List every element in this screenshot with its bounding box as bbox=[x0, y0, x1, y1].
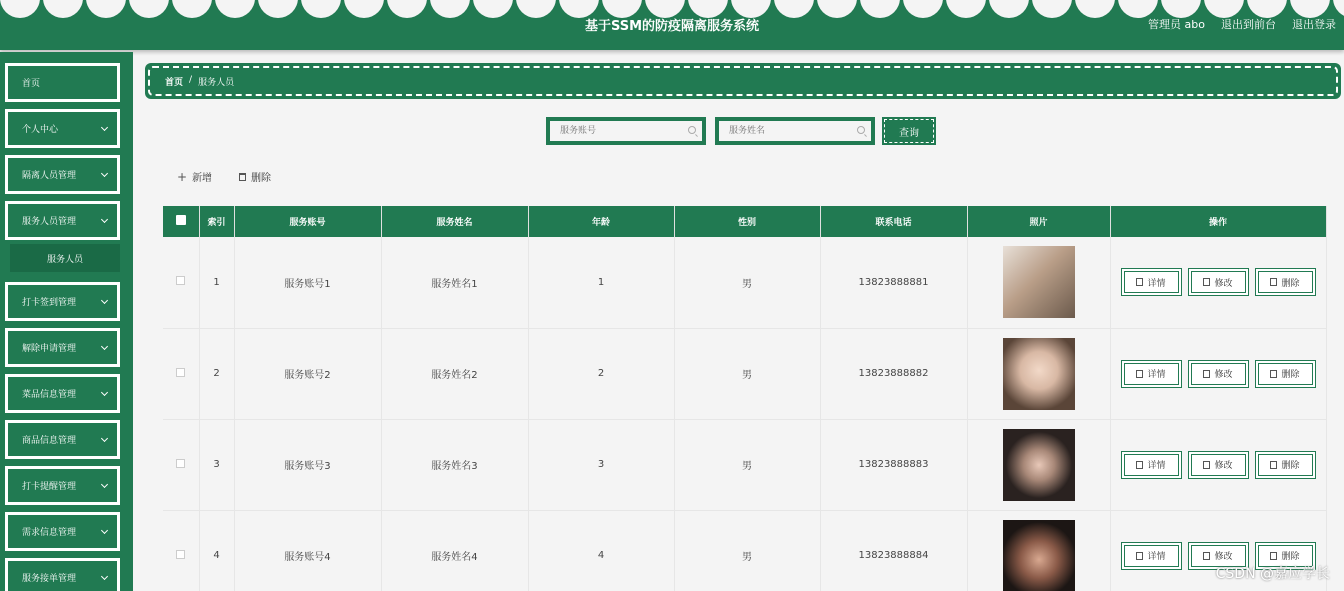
column-header: 操作 bbox=[1110, 206, 1326, 237]
select-all-checkbox[interactable] bbox=[176, 215, 186, 225]
cell-account: 服务账号2 bbox=[234, 328, 381, 419]
chevron-down-icon bbox=[101, 573, 108, 580]
cell-gender: 男 bbox=[674, 237, 820, 328]
breadcrumb-current: 服务人员 bbox=[198, 78, 235, 88]
query-button[interactable]: 查询 bbox=[882, 117, 936, 145]
detail-label: 详情 bbox=[1147, 278, 1166, 289]
search-icon bbox=[857, 126, 865, 134]
service-staff-table bbox=[163, 206, 1327, 591]
edit-label: 修改 bbox=[1214, 370, 1233, 380]
edit-button[interactable] bbox=[1188, 451, 1249, 479]
sidebar-item-label: 隔离人员管理 bbox=[22, 171, 77, 181]
chevron-down-icon bbox=[101, 216, 108, 223]
sidebar-item-personal-center[interactable] bbox=[5, 109, 120, 148]
batch-delete-button[interactable] bbox=[239, 169, 271, 184]
sidebar-item-service-orders[interactable] bbox=[5, 558, 120, 591]
name-search-box bbox=[715, 117, 875, 145]
detail-label: 详情 bbox=[1147, 552, 1166, 562]
trash-icon bbox=[1270, 461, 1277, 469]
chevron-down-icon bbox=[101, 124, 108, 131]
delete-button[interactable] bbox=[1255, 268, 1316, 296]
cell-phone: 13823888882 bbox=[820, 328, 967, 419]
sidebar-item-release-request[interactable] bbox=[5, 328, 120, 367]
cell-age: 1 bbox=[528, 237, 674, 328]
delete-label: 删除 bbox=[1281, 552, 1300, 562]
edit-button[interactable] bbox=[1188, 360, 1249, 388]
table-row bbox=[163, 237, 1326, 328]
table-row bbox=[163, 510, 1326, 591]
sidebar-item-label: 服务人员管理 bbox=[22, 217, 77, 227]
detail-button[interactable] bbox=[1121, 360, 1182, 388]
cell-gender: 男 bbox=[674, 328, 820, 419]
cell-account: 服务账号1 bbox=[234, 237, 381, 328]
detail-label: 详情 bbox=[1147, 461, 1166, 471]
sidebar-item-label: 菜品信息管理 bbox=[22, 390, 77, 400]
cell-index: 3 bbox=[199, 419, 234, 510]
chevron-down-icon bbox=[101, 343, 108, 350]
sidebar-item-label: 需求信息管理 bbox=[22, 528, 77, 538]
current-user-label: 管理员 abo bbox=[1148, 18, 1205, 31]
edit-label: 修改 bbox=[1214, 278, 1233, 289]
sidebar-menu bbox=[0, 52, 133, 591]
sidebar-item-label: 打卡提醒管理 bbox=[22, 482, 77, 492]
table-row bbox=[163, 328, 1326, 419]
batch-delete-label: 删除 bbox=[251, 173, 271, 184]
cell-age: 4 bbox=[528, 510, 674, 591]
chevron-down-icon bbox=[101, 170, 108, 177]
cell-age: 3 bbox=[528, 419, 674, 510]
detail-label: 详情 bbox=[1147, 370, 1166, 380]
column-header: 服务账号 bbox=[234, 206, 381, 237]
document-icon bbox=[1136, 461, 1143, 469]
edit-label: 修改 bbox=[1214, 552, 1233, 562]
breadcrumb bbox=[145, 63, 1341, 99]
cell-phone: 13823888883 bbox=[820, 419, 967, 510]
cell-age: 2 bbox=[528, 328, 674, 419]
column-header: 索引 bbox=[199, 206, 234, 237]
detail-button[interactable] bbox=[1121, 542, 1182, 570]
sidebar-item-label: 商品信息管理 bbox=[22, 436, 77, 446]
cell-gender: 男 bbox=[674, 510, 820, 591]
exit-to-front-link[interactable]: 退出到前台 bbox=[1221, 18, 1276, 31]
table-row bbox=[163, 419, 1326, 510]
add-button[interactable] bbox=[177, 169, 212, 184]
edit-label: 修改 bbox=[1214, 461, 1233, 471]
cell-index: 1 bbox=[199, 237, 234, 328]
add-button-label: 新增 bbox=[192, 173, 213, 184]
pencil-icon bbox=[1203, 278, 1210, 286]
header-user-area bbox=[1148, 16, 1336, 32]
pencil-icon bbox=[1203, 370, 1210, 378]
document-icon bbox=[1136, 552, 1143, 560]
row-checkbox[interactable] bbox=[176, 368, 185, 377]
name-search-input[interactable] bbox=[718, 120, 872, 142]
column-header: 性别 bbox=[674, 206, 820, 237]
row-checkbox[interactable] bbox=[176, 459, 185, 468]
delete-label: 删除 bbox=[1281, 370, 1300, 380]
pencil-icon bbox=[1203, 461, 1210, 469]
delete-label: 删除 bbox=[1281, 461, 1300, 471]
cell-phone: 13823888884 bbox=[820, 510, 967, 591]
staff-photo bbox=[1003, 246, 1075, 318]
cell-name: 服务姓名3 bbox=[381, 419, 528, 510]
chevron-down-icon bbox=[101, 389, 108, 396]
account-search-input[interactable] bbox=[549, 120, 703, 142]
document-icon bbox=[1136, 370, 1143, 378]
pencil-icon bbox=[1203, 552, 1210, 560]
cell-account: 服务账号4 bbox=[234, 510, 381, 591]
cell-index: 4 bbox=[199, 510, 234, 591]
app-title: 基于SSM的防疫隔离服务系统 bbox=[584, 19, 760, 34]
sidebar-subitem-service-staff[interactable]: 服务人员 bbox=[10, 244, 120, 272]
sidebar-item-label: 解除申请管理 bbox=[22, 344, 77, 354]
top-header bbox=[0, 0, 1344, 50]
search-icon bbox=[688, 126, 696, 134]
sidebar-item-label: 打卡签到管理 bbox=[22, 298, 77, 308]
chevron-down-icon bbox=[101, 481, 108, 488]
delete-label: 删除 bbox=[1281, 278, 1300, 289]
column-header: 年龄 bbox=[528, 206, 674, 237]
row-checkbox[interactable] bbox=[176, 550, 185, 559]
column-header: 照片 bbox=[967, 206, 1110, 237]
detail-button[interactable] bbox=[1121, 451, 1182, 479]
logout-link[interactable]: 退出登录 bbox=[1292, 18, 1336, 31]
cell-name: 服务姓名4 bbox=[381, 510, 528, 591]
account-search-box bbox=[546, 117, 706, 145]
chevron-down-icon bbox=[101, 527, 108, 534]
sidebar-item-label: 个人中心 bbox=[22, 125, 59, 135]
trash-icon bbox=[1270, 370, 1277, 378]
cell-name: 服务姓名1 bbox=[381, 237, 528, 328]
sidebar-item-demand-info[interactable] bbox=[5, 512, 120, 551]
sidebar-item-service-personnel[interactable] bbox=[5, 201, 120, 240]
sidebar-item-dishes[interactable] bbox=[5, 374, 120, 413]
chevron-down-icon bbox=[101, 435, 108, 442]
sidebar-item-label: 服务接单管理 bbox=[22, 574, 77, 584]
sidebar-item-label: 首页 bbox=[22, 79, 41, 89]
delete-button[interactable] bbox=[1255, 360, 1316, 388]
edit-button[interactable] bbox=[1188, 268, 1249, 296]
cell-index: 2 bbox=[199, 328, 234, 419]
select-all-header bbox=[163, 206, 199, 237]
breadcrumb-separator: / bbox=[189, 75, 193, 85]
plus-icon: + bbox=[177, 169, 188, 184]
detail-button[interactable] bbox=[1121, 268, 1182, 296]
cell-phone: 13823888881 bbox=[820, 237, 967, 328]
table-header-row bbox=[163, 206, 1326, 237]
breadcrumb-home[interactable]: 首页 bbox=[165, 78, 184, 88]
cell-account: 服务账号3 bbox=[234, 419, 381, 510]
cell-name: 服务姓名2 bbox=[381, 328, 528, 419]
sidebar-item-home[interactable] bbox=[5, 63, 120, 102]
staff-photo bbox=[1003, 429, 1075, 501]
row-checkbox[interactable] bbox=[176, 276, 185, 285]
chevron-down-icon bbox=[101, 297, 108, 304]
trash-icon bbox=[1270, 552, 1277, 560]
cell-gender: 男 bbox=[674, 419, 820, 510]
staff-photo bbox=[1003, 338, 1075, 410]
trash-icon bbox=[239, 173, 246, 181]
trash-icon bbox=[1270, 278, 1277, 286]
csdn-watermark: CSDN @嘉应学长 bbox=[1215, 566, 1330, 582]
sidebar-item-goods[interactable] bbox=[5, 420, 120, 459]
sidebar-item-isolation-personnel[interactable] bbox=[5, 155, 120, 194]
column-header: 联系电话 bbox=[820, 206, 967, 237]
delete-button[interactable] bbox=[1255, 451, 1316, 479]
document-icon bbox=[1136, 278, 1143, 286]
column-header: 服务姓名 bbox=[381, 206, 528, 237]
sidebar-item-check-in[interactable] bbox=[5, 282, 120, 321]
staff-photo bbox=[1003, 520, 1075, 591]
sidebar-item-check-in-reminder[interactable] bbox=[5, 466, 120, 505]
